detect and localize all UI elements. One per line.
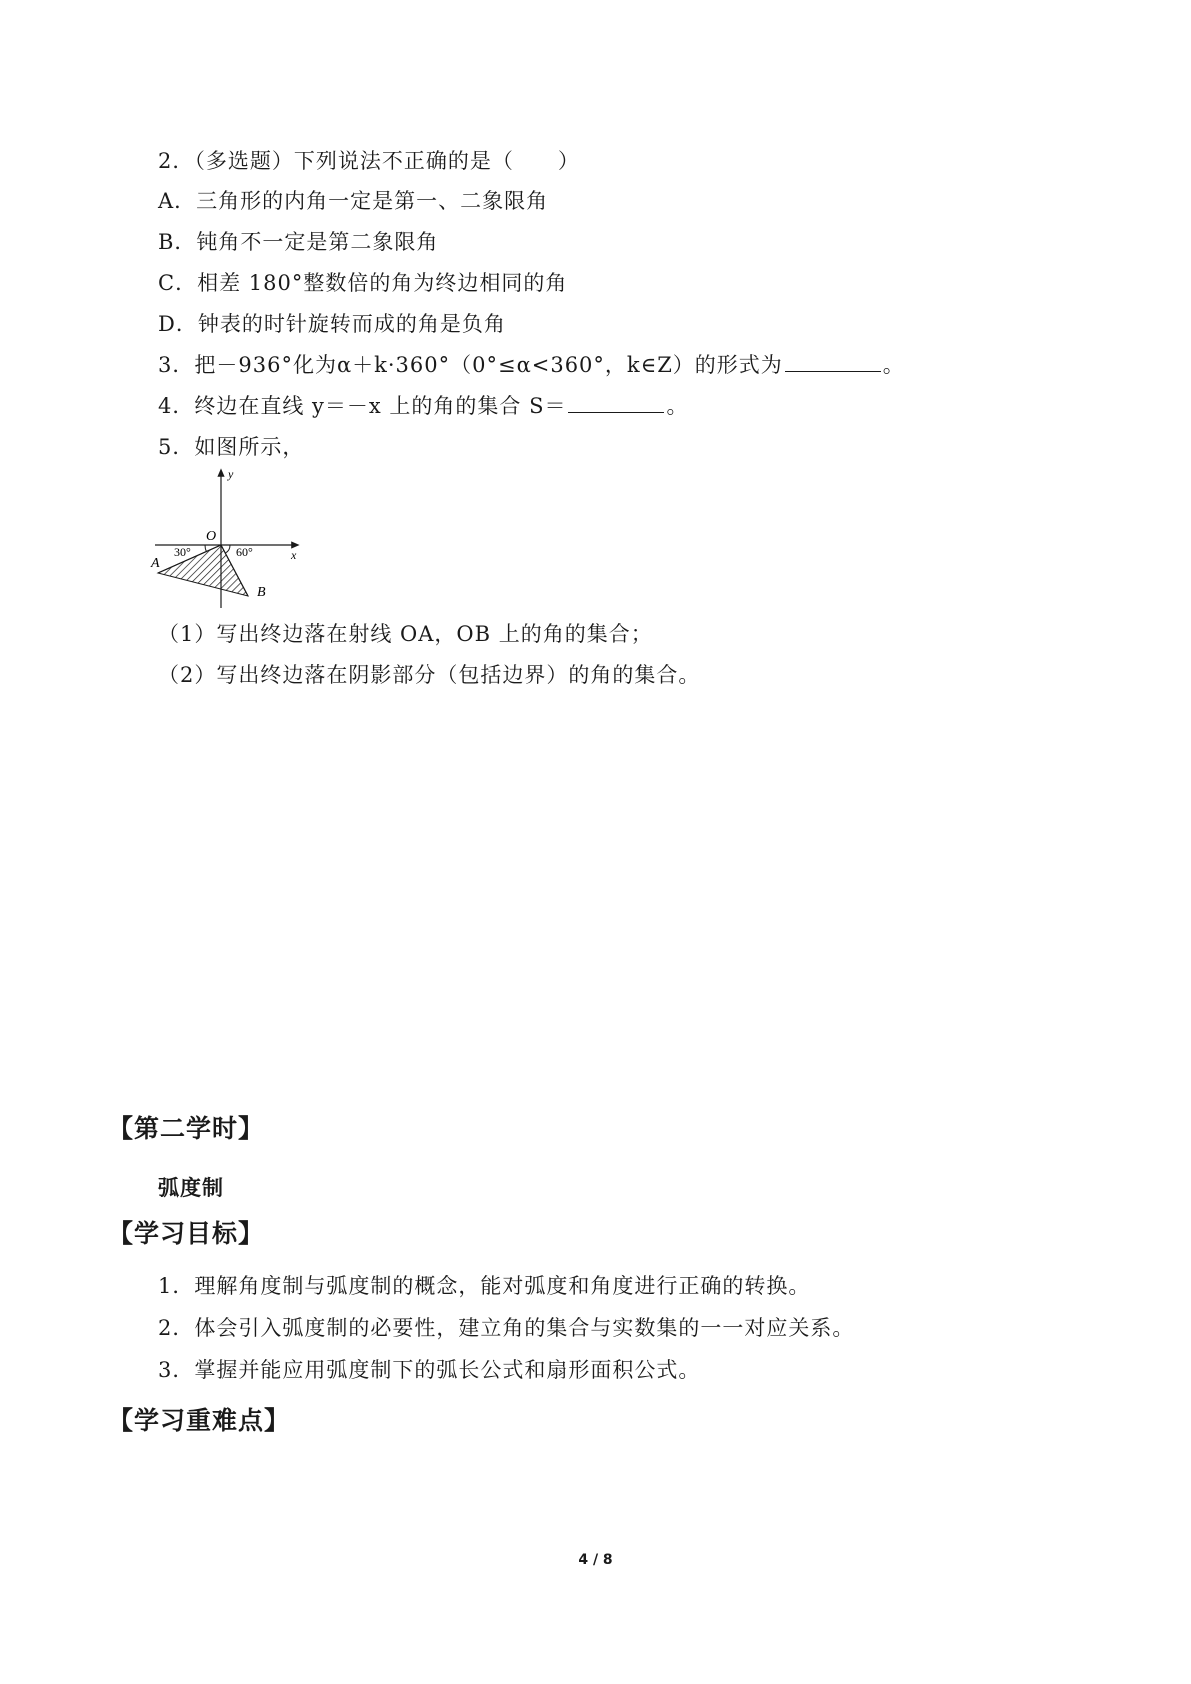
goal-3: 3．掌握并能应用弧度制下的弧长公式和扇形面积公式。 bbox=[158, 1358, 701, 1382]
label-angle-60: 60° bbox=[236, 545, 253, 559]
question-5-part-1: （1）写出终边落在射线 OA，OB 上的角的集合； bbox=[158, 622, 653, 646]
page-number: 4 / 8 bbox=[578, 1552, 613, 1568]
question-4-text: 4．终边在直线 y＝－x 上的角的集合 S＝ bbox=[158, 394, 567, 418]
question-4-end: 。 bbox=[666, 394, 689, 418]
section-subheading: 弧度制 bbox=[158, 1176, 224, 1200]
question-3-text: 3．把－936°化为α＋k·360°（0°≤α<360°，k∈Z）的形式为 bbox=[158, 353, 783, 377]
label-x: x bbox=[291, 548, 297, 562]
question-5-part-2: （2）写出终边落在阴影部分（包括边界）的角的集合。 bbox=[158, 663, 701, 687]
angle-figure bbox=[150, 468, 340, 613]
question-2-option-c: C．相差 180°整数倍的角为终边相同的角 bbox=[158, 271, 568, 295]
goals-heading: 【学习目标】 bbox=[108, 1219, 265, 1248]
answer-blank bbox=[785, 353, 881, 372]
goal-2: 2．体会引入弧度制的必要性，建立角的集合与实数集的一一对应关系。 bbox=[158, 1316, 855, 1340]
key-points-heading: 【学习重难点】 bbox=[108, 1406, 291, 1435]
question-4 bbox=[158, 391, 688, 421]
question-2-option-d: D．钟表的时针旋转而成的角是负角 bbox=[158, 312, 506, 336]
label-b: B bbox=[257, 585, 266, 600]
label-y: y bbox=[228, 468, 234, 481]
label-origin: O bbox=[206, 529, 217, 544]
section-heading: 【第二学时】 bbox=[108, 1114, 265, 1143]
question-2-option-a: A．三角形的内角一定是第一、二象限角 bbox=[158, 189, 549, 213]
label-a: A bbox=[151, 556, 160, 571]
question-2-stem: 2．（多选题）下列说法不正确的是（ ） bbox=[158, 149, 580, 173]
angle-arc-right bbox=[226, 545, 231, 553]
label-angle-30: 30° bbox=[174, 545, 191, 559]
question-3-end: 。 bbox=[882, 353, 905, 377]
angle-arc-left bbox=[205, 545, 207, 552]
question-2-option-b: B．钝角不一定是第二象限角 bbox=[158, 230, 439, 254]
answer-blank bbox=[568, 394, 664, 413]
question-5-stem: 5．如图所示， bbox=[158, 435, 305, 459]
question-3 bbox=[158, 350, 905, 380]
goal-1: 1．理解角度制与弧度制的概念，能对弧度和角度进行正确的转换。 bbox=[158, 1274, 811, 1298]
